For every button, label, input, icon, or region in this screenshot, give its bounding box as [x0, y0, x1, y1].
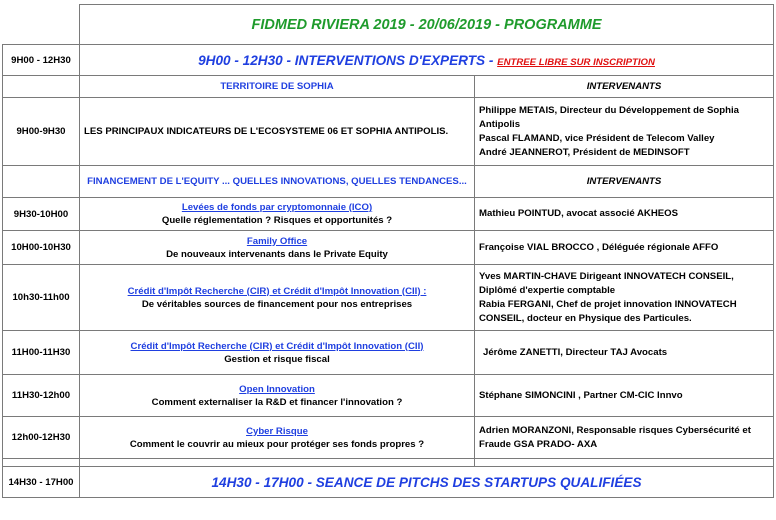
- section2-speakers-header: INTERVENANTS: [475, 166, 774, 198]
- table-row: [3, 375, 774, 417]
- afternoon-banner: 14H30 - 17H00 - SEANCE DE PITCHS DES STARTUPS QUALIFIÉES: [80, 467, 774, 498]
- section1-empty-cell: [3, 76, 80, 98]
- section1-row: [3, 76, 774, 98]
- table-row: [3, 417, 774, 459]
- session-speakers: [475, 198, 774, 231]
- section1-label: TERRITOIRE DE SOPHIA: [80, 76, 475, 98]
- row1-topic: LES PRINCIPAUX INDICATEURS DE L'ECOSYSTEME 06 ET SOPHIA ANTIPOLIS.: [80, 98, 475, 166]
- session-topic: [80, 265, 475, 331]
- speaker: Pascal FLAMAND, vice Président de Telecom Valley: [479, 132, 715, 144]
- title-empty-cell: [3, 5, 80, 45]
- session-subtitle: Quelle réglementation ? Risques et opportunités ?: [161, 215, 393, 226]
- section2-row: [3, 166, 774, 198]
- table-row: [3, 265, 774, 331]
- speaker: Françoise VIAL BROCCO , Déléguée régionale AFFO: [479, 241, 719, 253]
- title-row: [3, 5, 774, 45]
- session-speakers: [475, 417, 774, 459]
- session-link[interactable]: Crédit d'Impôt Recherche (CIR) et Crédit d'Impôt Innovation (CII): [130, 340, 424, 352]
- speaker: Yves MARTIN-CHAVE Dirigeant INNOVATECH CONSEIL, Diplômé d'expertie comptable: [479, 270, 734, 296]
- section2-empty-cell: [3, 166, 80, 198]
- session-speakers: [475, 231, 774, 265]
- programme-title: FIDMED RIVIERA 2019 - 20/06/2019 - PROGRAMME: [80, 5, 774, 45]
- session-time: 10h30-11h00: [3, 265, 80, 331]
- row1-time: 9H00-9H30: [3, 98, 80, 166]
- afternoon-banner-row: [3, 467, 774, 498]
- speaker: Jérôme ZANETTI, Directeur TAJ Avocats: [483, 346, 668, 358]
- speaker: Rabia FERGANI, Chef de projet innovation INNOVATECH CONSEIL, docteur en Physique des Particules.: [479, 298, 737, 324]
- session-time: 12h00-12H30: [3, 417, 80, 459]
- programme-table: [2, 4, 774, 498]
- morning-label: 9H00 - 12H30 - INTERVENTIONS D'EXPERTS -: [198, 52, 498, 68]
- session-time: 10H00-10H30: [3, 231, 80, 265]
- session-speakers: [475, 265, 774, 331]
- session-link[interactable]: Levées de fonds par cryptomonnaie (ICO): [181, 202, 373, 213]
- session-topic: [80, 417, 475, 459]
- session-subtitle: De nouveaux intervenants dans le Private Equity: [166, 248, 388, 260]
- table-row: [3, 198, 774, 231]
- speaker: Mathieu POINTUD, avocat associé AKHEOS: [479, 208, 679, 219]
- speaker: Adrien MORANZONI, Responsable risques Cybersécurité et Fraude GSA PRADO- AXA: [479, 424, 751, 450]
- session-time: 11H00-11H30: [3, 331, 80, 375]
- speaker: Philippe METAIS, Directeur du Développement de Sophia Antipolis: [479, 104, 739, 130]
- section1-speakers-header: INTERVENANTS: [475, 76, 774, 98]
- session-topic: [80, 198, 475, 231]
- spacer-cell: [475, 459, 774, 467]
- afternoon-time: 14H30 - 17H00: [3, 467, 80, 498]
- table-row: [3, 231, 774, 265]
- morning-banner-row: [3, 45, 774, 76]
- session-link[interactable]: Crédit d'Impôt Recherche (CIR) et Crédit d'Impôt Innovation (CII) :: [127, 285, 427, 297]
- session-subtitle: Comment externaliser la R&D et financer l'innovation ?: [151, 396, 403, 408]
- spacer-row: [3, 459, 774, 467]
- session-topic: [80, 231, 475, 265]
- session-time: 9H30-10H00: [3, 198, 80, 231]
- speaker: André JEANNEROT, Président de MEDINSOFT: [479, 146, 690, 158]
- session-topic: [80, 331, 475, 375]
- row1-speakers: [475, 98, 774, 166]
- session-subtitle: De véritables sources de financement pour nos entreprises: [141, 298, 413, 310]
- session-speakers: [475, 375, 774, 417]
- session-link[interactable]: Cyber Risque: [246, 425, 308, 437]
- session-subtitle: Gestion et risque fiscal: [224, 353, 330, 365]
- session-topic: [80, 375, 475, 417]
- inscription-link[interactable]: ENTREE LIBRE SUR INSCRIPTION: [497, 56, 655, 68]
- session-link[interactable]: Open Innovation: [239, 383, 315, 395]
- session-speakers: [475, 331, 774, 375]
- session-link[interactable]: Family Office: [246, 235, 308, 247]
- table-row: [3, 331, 774, 375]
- table-row: [3, 98, 774, 166]
- session-subtitle: Comment le couvrir au mieux pour protéger ses fonds propres ?: [129, 438, 425, 450]
- spacer-cell: [80, 459, 475, 467]
- section2-label: FINANCEMENT DE L'EQUITY ... QUELLES INNOVATIONS, QUELLES TENDANCES...: [80, 166, 475, 198]
- session-time: 11H30-12h00: [3, 375, 80, 417]
- morning-time: 9H00 - 12H30: [3, 45, 80, 76]
- morning-banner: [80, 45, 774, 76]
- spacer-cell: [3, 459, 80, 467]
- speaker: Stéphane SIMONCINI , Partner CM-CIC Innvo: [479, 389, 683, 401]
